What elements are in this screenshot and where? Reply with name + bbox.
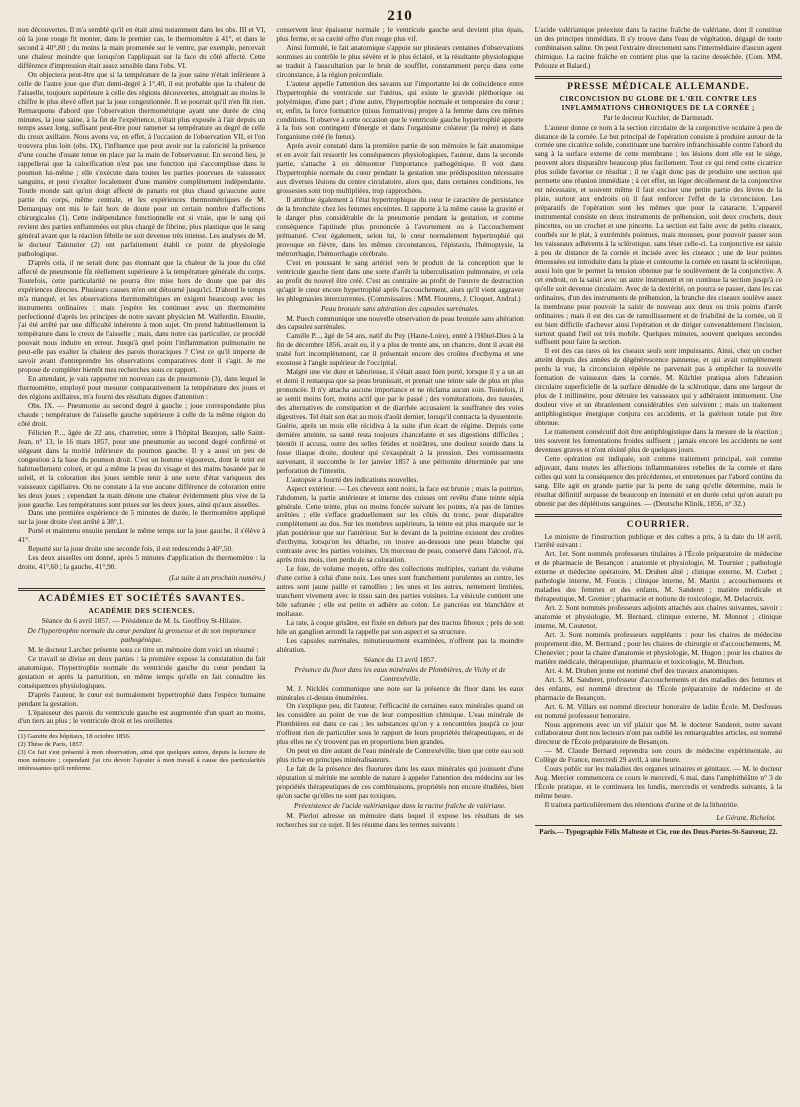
- paragraph: En attendant, je vais rapporter un nouveau cas de pneumonie (3), dans lequel le thermomètre, employé pour mesurer comparativement la température des joues et des régions axillaires, m'a fourni des résultats dignes d'attention :: [18, 374, 266, 402]
- imprint: Paris.— Typographie Félix Malteste et Cie, rue des Deux-Portes-St-Sauveur, 22.: [535, 825, 782, 837]
- section-title-courrier: COURRIER.: [626, 519, 690, 530]
- paragraph: Porté et maintenu ensuite pendant le même temps sur la joue gauche, il s'élève à 41°.: [18, 526, 266, 545]
- topic-title: De l'hypertrophie normale du cœur pendant la grossesse et de son importance pathogénique.: [27, 625, 256, 644]
- paragraph: Camille P..., âgé de 54 ans, natif du Puy (Haute-Loire), entré à l'Hôtel-Dieu à la fin de décembre 1856, avait eu, il y a plus de trente ans, un chancre, dont il avait été traité fort incomplètement, car il présentait encore des croûtes d'ecthyma et une exostose à l'angle supérieur de l'occipital.: [276, 331, 524, 368]
- subsection-title-sciences: ACADÉMIE DES SCIENCES.: [88, 607, 195, 616]
- paragraph: Après avoir constaté dans la première partie de son mémoire le fait anatomique et en avoir fait ressortir les conséquences physiologiques, l'auteur, dans la seconde partie, s'attache à en démontrer l'importance pathogénique. Il voit dans l'hypertrophie normale du cœur pendant la gestation une prédisposition nécessaire aux diverses lésions du centre circulatoire, alors que, dans certaines conditions, les grossesses sont trop multipliées, trop rapprochées.: [276, 141, 524, 196]
- paragraph: M. le docteur Larcher présente sous ce titre un mémoire dont voici un résumé :: [28, 644, 259, 654]
- paragraph: Art. 5. M. Sanderet, professeur d'accouchements et des maladies des femmes et des enfants, est nommé directeur de l'École préparatoire de médecine et de pharmacie de Besançon.: [534, 674, 782, 702]
- paragraph: Dans une première expérience de 5 minutes de durée, le thermomètre appliqué sur la joue droite s'est arrêté à 38°,1.: [18, 508, 266, 527]
- signature: Le Gérant, Richelot.: [716, 813, 776, 823]
- footnote: (1) Gazette des hôpitaux, 18 octobre 1856.: [18, 733, 131, 741]
- paragraph: Art. 2. Sont nommés professeurs adjoints attachés aux chaires suivantes, savoir : anatomie et physiologie, M. Bernard, clinique externe, M. Monnot ; clinique interne, M. Coutenot.: [534, 603, 782, 631]
- paragraph: conservent leur épaisseur normale ; le ventricule gauche seul devient plus épais, plus ferme, et sa cavité offre d'un rouge plus vif.: [276, 26, 524, 43]
- paragraph: Aspect extérieur. — Les cheveux sont noirs, la face est brunie ; mais la poitrine, l'abdomen, la partie antérieure et interne des cuisses ont revêtu d'une teinte sépia générale. Cette teinte, plus ou moins foncée suivant les points, n'a pas de limites arrêtées ; elle s'efface graduellement sur les côtés du tronc, pour disparaître complètement au dos. Sur les membres supérieurs, la teinte est plus marquée sur le plan postérieur que sur l'antérieur. Sur le devant de la poitrine existent des croûtes d'ecthyma, lorsqu'on les détache, on trouve au-dessous une peau blanche qui contraste avec les parties voisines. Un morceau de peau, conservé dans l'alcool, n'a, après trois mois, rien perdu de sa coloration.: [276, 483, 524, 565]
- section-title-presse: PRESSE MÉDICALE ALLEMANDE.: [567, 81, 750, 92]
- paragraph: Il attribue également à l'état hypertrophique du cœur le caractère de persistance de la bronchite chez les femmes enceintes. Il rapporte à la même cause la gravité et le danger plus considérable de la pneumonie pendant la gestation, et comme conséquence l'aptitude plus prononcée à l'avortement ou à l'accouchement prématuré. C'est également, selon lui, le cœur normalement hypertrophié qui provoque en fièvre, dans les mêmes circonstances, l'épistaxis, l'hémoptysie, la métrorrhagie, l'hémorrhagie cérébrale.: [276, 195, 524, 258]
- paragraph: Il est des cas rares où les ciseaux seuls sont impuissants. Ainsi, chez un cocher atteint depuis des années de dégénérescence pannense, et qui avait complètement perdu la vue, la circoncision répétée ne parvenait pas à empêcher la nouvelle formation de vaisseaux dans la cornée. M. Küchler pratiqua alors l'abrasion circulaire superficielle de la surface dénudée de la sclérotique, dans une largeur de plus de 1 millimètre, pour détruire les vaisseaux qui y adhéraient intimement. Une douleur vive et un ébranlement considérables s'en suivirent ; mais un traitement antiphlogistique énergique conjura ces accidents, et la guérison totale put être obtenue.: [534, 346, 782, 428]
- columns: [18, 26, 782, 1098]
- topic-title: Préexistence de l'acide valérianique dans la racine fraîche de valériane.: [294, 800, 506, 810]
- paragraph: Cours public sur les maladies des organes urinaires et génitaux. — M. le docteur Aug. Mercier commencera ce cours le mercredi, 6 mai, dans l'amphithéâtre n° 3 de l'École pratique, et le continuera les lundis, mercredis et vendredis suivants, à la même heure.: [534, 764, 782, 801]
- paragraph: Ainsi formulé, le fait anatomique s'appuie sur plusieurs centaines d'observations soumises au contrôle le plus sévère et le plus éclairé, et la résultante physiologique se traduit à l'auscultation par le bruit de soufflet, constamment perçu dans cette circonstance, à la région précordiale.: [276, 42, 524, 79]
- paragraph: M. J. Nicklès communique une note sur la présence du fluor dans les eaux minérales ci-dessus énumérées.: [276, 683, 524, 702]
- paragraph: Art. 3. Sont nommés professeurs suppléants : pour les chaires de médecine proprement dite, M. Bertrand ; pour les chaires de chirurgie et d'accouchements, M. Chenevier ; pour la chaire d'anatomie et physiologie, M. Hugon ; pour les chaires de matière médicale, thérapeutique, pharmacie et toxicologie, M. Bruchon.: [534, 630, 782, 666]
- topic-title: Peau bronzée sans altération des capsules surrénales.: [320, 303, 479, 313]
- paragraph: Art. 4. M. Druhen jeune est nommé chef des travaux anatomiques.: [544, 665, 739, 675]
- paragraph: Félicien P..., âgée de 22 ans, charretier, entre à l'hôpital Beaujon, salle Saint-Jean, n° 13, le 16 mars 1857, pour une pneumonie au second degré confirmé et siégeant dans la moitié inférieure du poumon gauche. Il y a aussi un peu de congestion à la base du poumon droit. C'est un homme vigoureux, dont le teint est habituellement coloré, et qui a même la peau du visage et des mains basanée par le soleil, et la coloration des joues semble tenir à une sorte d'état variqueux des vaisseaux capillaires. On ne constate à la vue aucune différence de coloration entre les deux joues ; cependant la main dénote une chaleur évidemment plus vive de la joue gauche. Les températures sont prises sur les deux joues, ainsi qu'aux aisselles.: [18, 427, 266, 509]
- paragraph: C'est en poussant le sang artériel vers le produit de la conception que le ventricule gauche tient dans une sorte d'arrêt la tuberculisation pulmonaire, et cela au profit du nouvel être créé. C'est au contraire au profit de l'œuvre de destruction qu'agit le cœur encore hypertrophié après l'accouchement, alors qu'il vient aggraver les phlegmasies intercurrentes. (Commissaires : MM. Flourens, J. Cloquet, Andral.): [276, 257, 524, 303]
- paragraph: L'épaisseur des parois du ventricule gauche est augmentée d'un quart au moins, d'un tiers au plus ; le ventricule droit et les oreillettes: [18, 707, 266, 726]
- paragraph: Art. 6. M. Villars est nommé directeur honoraire de ladite École. M. Desfosses est nommé professeur honoraire.: [534, 701, 782, 720]
- column-1: [18, 26, 265, 1098]
- paragraph: L'autopsie a fourni des indications nouvelles.: [286, 474, 419, 484]
- paragraph: On peut en dire autant de l'eau minérale de Contrexéville, bien que cette eau soit plus riche en principes minéralisateurs.: [276, 746, 524, 765]
- topic-title: Présence du fluor dans les eaux minérales de Plombières, de Vichy et de Contrexéville.: [294, 664, 506, 683]
- column-2: [276, 26, 523, 1098]
- column-3: [535, 26, 782, 1098]
- section-title-academies: ACADÉMIES ET SOCIÉTÉS SAVANTES.: [38, 594, 246, 605]
- paragraph: Les capsules surrénales, minutieusement examinées, n'offrent pas la moindre altération.: [276, 635, 524, 654]
- section-rule: [535, 76, 782, 79]
- footnote: (2) Thèse de Paris, 1857.: [18, 741, 84, 749]
- paragraph: non découvertes. Il m'a semblé qu'il en était ainsi notamment dans les obs. III et VI, où la joue rouge fit monter, dans le premier cas, le thermomètre à 41°, et dans le second à 40°,80 ; du moins la main promenée sur le ventre, par exemple, percevait une chaleur moindre que lorsqu'on l'appliquait sur la face du côté affecté. Cette différence d'impression était assez sensible dans l'obs. VI.: [18, 26, 266, 70]
- paragraph: L'auteur appelle l'attention des savants sur l'importante loi de coïncidence entre l'hypertrophie du ventricule sur l'utérus, qui existe le gravide pléthorique ou polyémique, d'une part ; d'une autre, l'hypertrophie normale et temporaire du cœur ; et, enfin, la force formatrice (nisus formativus) propre à la femme dans ces mêmes conditions. Il observe à cette occasion que le ventricule gauche hypertrophié apporte à la fois son contingent d'énergie et dans l'organisme créateur (la mère) et dans l'organisme créé (le fœtus).: [276, 78, 524, 142]
- paragraph: La rate, à coque grisâtre, est fixée en dehors par des tractus fibreux ; près de son hile un ganglion arrondi la rappelle par son aspect et sa structure.: [276, 617, 524, 636]
- footnote: (3) Ce fait s'est présenté à mon observation, ainsi que quelques autres, depuis la lecture de mon mémoire ; cependant j'ai cru devoir l'ajouter à mon travail à cause des particularités intéressantes qu'il renferme.: [18, 749, 266, 773]
- paragraph: L'auteur donne ce nom à la section circulaire de la conjonctive oculaire à peu de distance de la cornée. Le but principal de l'opération consiste à produire autour de la cornée une cicatrice solide, constituant une barrière infranchissable contre l'abord du sang à la surface externe de cette membrane ; les lésions dont elle est le siège, peuvent alors disparaître beaucoup plus facilement. Tout ce qui rend cette cicatrice plus solide favorise ce résultat ; il ne s'agit donc pas de produire une section qui permette une réunion immédiate ; à cet effet, un léger décollement de la conjonctive est nécessaire, et souvent même il faut exciser une petite partie des lèvres de la plaie, surtout aux endroits où il faut renforcer l'effet de la circoncision. Les préparatifs de l'opération sont les mêmes que pour la cataracte. L'appareil instrumental consiste en deux instruments de préhension, soit deux crochets, deux pincettes, ou un crochet et une pincette. La section est faite avec de petits ciseaux, courbés sur le plat, à extrémités pointues, mais mousses, pour pouvoir passer sous les vaisseaux adhérents à la sclérotique, sans léser celle-ci. La conjonctive est saisie à peu de distance de la cornée et incisée avec les ciseaux ; une de leur pointes émoussées est introduite dans la plaie et contourne la cornée en rasant la sclérotique, aussi loin que le permet la tension obtenue par le soulèvement de la conjonctive. A cet endroit, on la saisit avec un autre instrument et on continue la section jusqu'à ce qu'elle soit devenue circulaire. Avec de la dextérité, on pourra se passer, dans les cas ordinaires, d'un des instruments de préhension, la branche des ciseaux soulève assez la membrane pour pouvoir la saisir de nouveau aux deux ou trois points d'arrêt ordinaires ; mais il est des cas de ramollissement et de friabilité de la cornée, où il est bien difficile d'achever ainsi l'opération et de diriger convenablement l'incision, surtout quand l'œil est très mobile. Quelques minutes, souvent quelques secondes suffisent pour faire la section.: [534, 122, 782, 347]
- paragraph: Reporté sur la joue droite une seconde fois, il est redescendu à 40°,50.: [28, 544, 233, 554]
- paragraph: Le ministre de l'instruction publique et des cultes a pris, à la date du 18 avril, l'arrêté suivant :: [534, 531, 782, 550]
- paragraph: Le foie, de volume moyen, offre des collections multiples, variant du volume d'une cerise à celui d'une noix. Les unes sont franchement purulentes au centre, les autres sont jaune paille et ramollies ; les unes et les autres, nettement limitées, tranchent vivement avec le tissu sain des parties voisines. La vésicule contient une bile safranée ; elle est petite et adhère au colon. Le pancréas est blanchâtre et mollasse.: [276, 564, 524, 618]
- paragraph: L'acide valérianique préexiste dans la racine fraîche de valériane, dont il constitue un des principes immédiats. Il s'y trouve dans l'eau de végétation, dégagé de toute combinaison saline. On peut l'extraire directement sans l'intermédiaire d'aucun agent chimique. La racine fraîche en contient plus que la racine desséchée. (Com. MM. Pelouze et Balard.): [534, 26, 782, 70]
- byline: Par le docteur Kuchler, de Darmstadt.: [603, 112, 714, 122]
- paragraph: Art. 1er. Sont nommés professeurs titulaires à l'École préparatoire de médecine et de pharmacie de Besançon : anatomie et physiologie, M. Tournier ; pathologie externe et médecine opératoire, M. Druhen aîné ; clinique externe, M. Corbet ; pathologie interne, M. Foucis ; clinique interne, M. Martin ; accouchements et maladies des femmes et des enfants, M. Sanderet ; matière médicale et thérapeutique, M. Grenier ; pharmacie et notions de toxicologie, M. Delacroix.: [534, 549, 782, 604]
- paragraph: Il traitera particulièrement des rétentions d'urine et de la lithotritie.: [544, 800, 739, 810]
- paragraph: D'après l'auteur, le cœur est normalement hypertrophié dans l'espèce humaine pendant la gestation.: [18, 689, 266, 708]
- paragraph: Nous apprenons avec un vif plaisir que M. le docteur Sanderet, notre savant collaborateur dont nos lecteurs n'ont pas oublié les remarquables articles, est nommé directeur de l'École préparatoire de Besançon.: [534, 719, 782, 747]
- paragraph: Obs. IX. — Pneumonie au second degré à gauche ; joue correspondante plus chaude ; température de l'aisselle gauche supérieure à celle de la même région du côté droit.: [18, 401, 266, 428]
- paragraph: Cette opération est indiquée, soit comme traitement principal, soit comme adjuvant, dans toutes les affections inflammatoires rebelles de la cornée et dans celles qui sont la conséquence des précédentes, et entretenues par l'abord continu du sang. Elle agit en grande partie par la perte de sang qu'elle détermine, mais le résultat définitif surpasse de beaucoup en intensité et en durée celui qu'on aurait pu obtenir par des déplétions sanguines. — (Deutsche Klinik, 1856, n° 32.): [534, 453, 782, 508]
- paragraph: D'après cela, il ne serait donc pas étonnant que la chaleur de la joue du côté affecté de pneumonie fût réellement supérieure à la température générale du corps. Toutefois, cette particularité ne pourra être mise hors de doute que par des expériences directes. Plusieurs causes m'en ont détourné jusqu'ici. D'abord le temps m'a manqué, et les observations thermométriques en exigent beaucoup avec les instruments ordinaires : mais j'espère les continuer avec un thermomètre perfectionné d'après les principes de notre savant physicien M. Walferdin. Ensuite, j'ai été arrêté par une difficulté inhérente à mon sujet. On prend habituellement la température dans le creux de l'aisselle ; mais, dans notre cas particulier, ce procédé pouvait nous induire en erreur. Jusqu'à quel point l'inflammation pulmonaire ne peut-elle pas exalter la chaleur des parois thoraciques ? C'est ce qu'il importe de savoir avant d'entreprendre les observations comparatives dont il s'agit. Je me propose de compléter bientôt mes recherches sous ce rapport.: [18, 257, 266, 375]
- paragraph: M. Pierlot adresse un mémoire dans lequel il expose les résultats de ses recherches sur ce sujet. Il les résume dans les termes suivants :: [276, 810, 524, 829]
- paragraph: M. Puech communique une nouvelle observation de peau bronzée sans altération des capsules surrénales.: [276, 313, 524, 332]
- paragraph: Les deux aisselles ont donné, après 5 minutes d'application du thermomètre : la droite, 41°,60 ; la gauche, 41°,90.: [18, 553, 266, 572]
- continued-note: (La suite à un prochain numéro.): [168, 573, 266, 583]
- paragraph: Ce travail se divise en deux parties : la première expose la constatation du fait anatomique, l'hypertrophie normale du ventricule gauche du cœur pendant la gestation et après la parturition, en même temps qu'elle en fait connaître les conséquences physiologiques.: [18, 653, 266, 690]
- section-rule: [535, 514, 782, 517]
- article-title: CIRCONCISION DU GLOBE DE L'ŒIL CONTRE LES INFLAMMATIONS CHRONIQUES DE LA CORNÉE ;: [559, 94, 758, 112]
- paragraph: — M. Claude Bernard reprendra son cours de médecine expérimentale, au Collège de France, mercredi 29 avril, à une heure.: [534, 746, 782, 765]
- page-number: 210: [387, 8, 413, 24]
- paragraph: Le fait de la présence des fluorures dans les eaux minérales qui jouissent d'une réputation si méritée me semble de nature à appeler l'attention des médecins sur les propriétés thérapeutiques de ces combinaisons, propriétés non encore étudiées, bien qu'on sache qu'elles ne sont pas toxiques.: [276, 764, 524, 801]
- session-line: Séance du 13 avril 1857.: [363, 654, 437, 664]
- paragraph: On s'explique peu, dit l'auteur, l'efficacité de certaines eaux minérales quand on les considère au point de vue de leur composition chimique. L'eau minérale de Plombières est dans ce cas ; les substances qu'on y a rencontrées jusqu'à ce jour n'offrent rien de particulier sous le rapport de leurs propriétés thérapeutiques, et de plus elles ne s'y trouvent pas en proportions bien grandes.: [276, 701, 524, 747]
- section-rule: [18, 588, 265, 591]
- footnotes: [18, 730, 265, 773]
- session-line: Séance du 6 avril 1857. — Présidence de M. Is. Geoffroy St-Hilaire.: [41, 616, 242, 625]
- paragraph: On objectera peut-être que si la température de la joue saine n'était inférieure à celle de l'autre joue que d'un demi-degré à 1°,40, il est probable que la chaleur de l'aisselle, toujours supérieure à celle des régions découvertes, atteignait au moins le chiffre le plus élevé offert par la joue congestionnée. Il se pourrait qu'il n'en fût rien. Remarquons d'abord que l'observation thermométrique ayant une durée de cinq minutes, la joue saine, à la fin de l'expérience, n'était plus exposée à l'air depuis un temps assez long, suffisant peut-être pour ramener sa température au degré de celle du creux axillaire. Nous avons vu, en effet, à l'occasion de l'observation VII, et l'on trouvera plus loin (obs. IX), l'influence que peut avoir sur la caloricité la présence d'une couche d'ouate tenue en place par la main de l'observateur. En second lieu, je rappellerai que la calorification n'est pas une fonction qui s'accomplisse dans le poumon lui-même ; elle s'exécute dans toutes les parties pourvues de vaisseaux sanguins, et peut s'exalter localement d'une manière complètement indépendante. Toutle monde sait qu'un doigt affecté de panaris est plus chaud qu'aucune autre partie du corps, même centrale, et les expériences thermométriques de M. Demarquay ont mis le fait hors de doute pour un certain nombre d'affections chirurgicales (1). Cette indépendance fonctionnelle est si vraie, que le sang qui revient des parties enflammées est plus chargé de fibrine, plus plastique que le sang général avant que la réaction fébrile ne soit devenue très intense. Les analyses de M. le docteur Tainturier (2) ont parfaitement établi ce point de physiologie pathologique.: [18, 69, 266, 258]
- paragraph: Le traitement consécutif doit être antiphlogistique dans la mesure de la réaction ; très souvent les fomentations froides suffisent ; jamais encore les accidents ne sont devenues graves et n'ont résisté plus de quelques jours.: [534, 426, 782, 454]
- paragraph: Malgré une vie dure et laborieuse, il s'était assez bien porté, lorsque il y a un an et demi il remarqua que sa peau brunissait, et prenait une teinte sale de plus en plus prononcée. Il n'y attacha aucune importance et ne réclama aucun soin. Toutefois, il se sentit moins fort, moins actif que par le passé ; des vomiturations, des nausées, des alternatives de constipation et de diarrhée accusaient la souffrance des voies digestives. Tel était son état au mois d'août dernier, lorsqu'il contracta la dyssenterie. Guérie, après un mois elle récidiva à la suite d'un écart de régime. Depuis cette dernière atteinte, sa santé resta toujours chancelante et ses digestions difficiles ; bientôt il accusa, outre des selles fétides et noirâtres, une douleur sourde dans la fosse iliaque droite, douleur qui s'exaspérait à la pression. Des vomissements survenant, il succombe le 1er janvier 1857 à une péritonite déterminée par une perforation de l'intestin.: [276, 367, 524, 475]
